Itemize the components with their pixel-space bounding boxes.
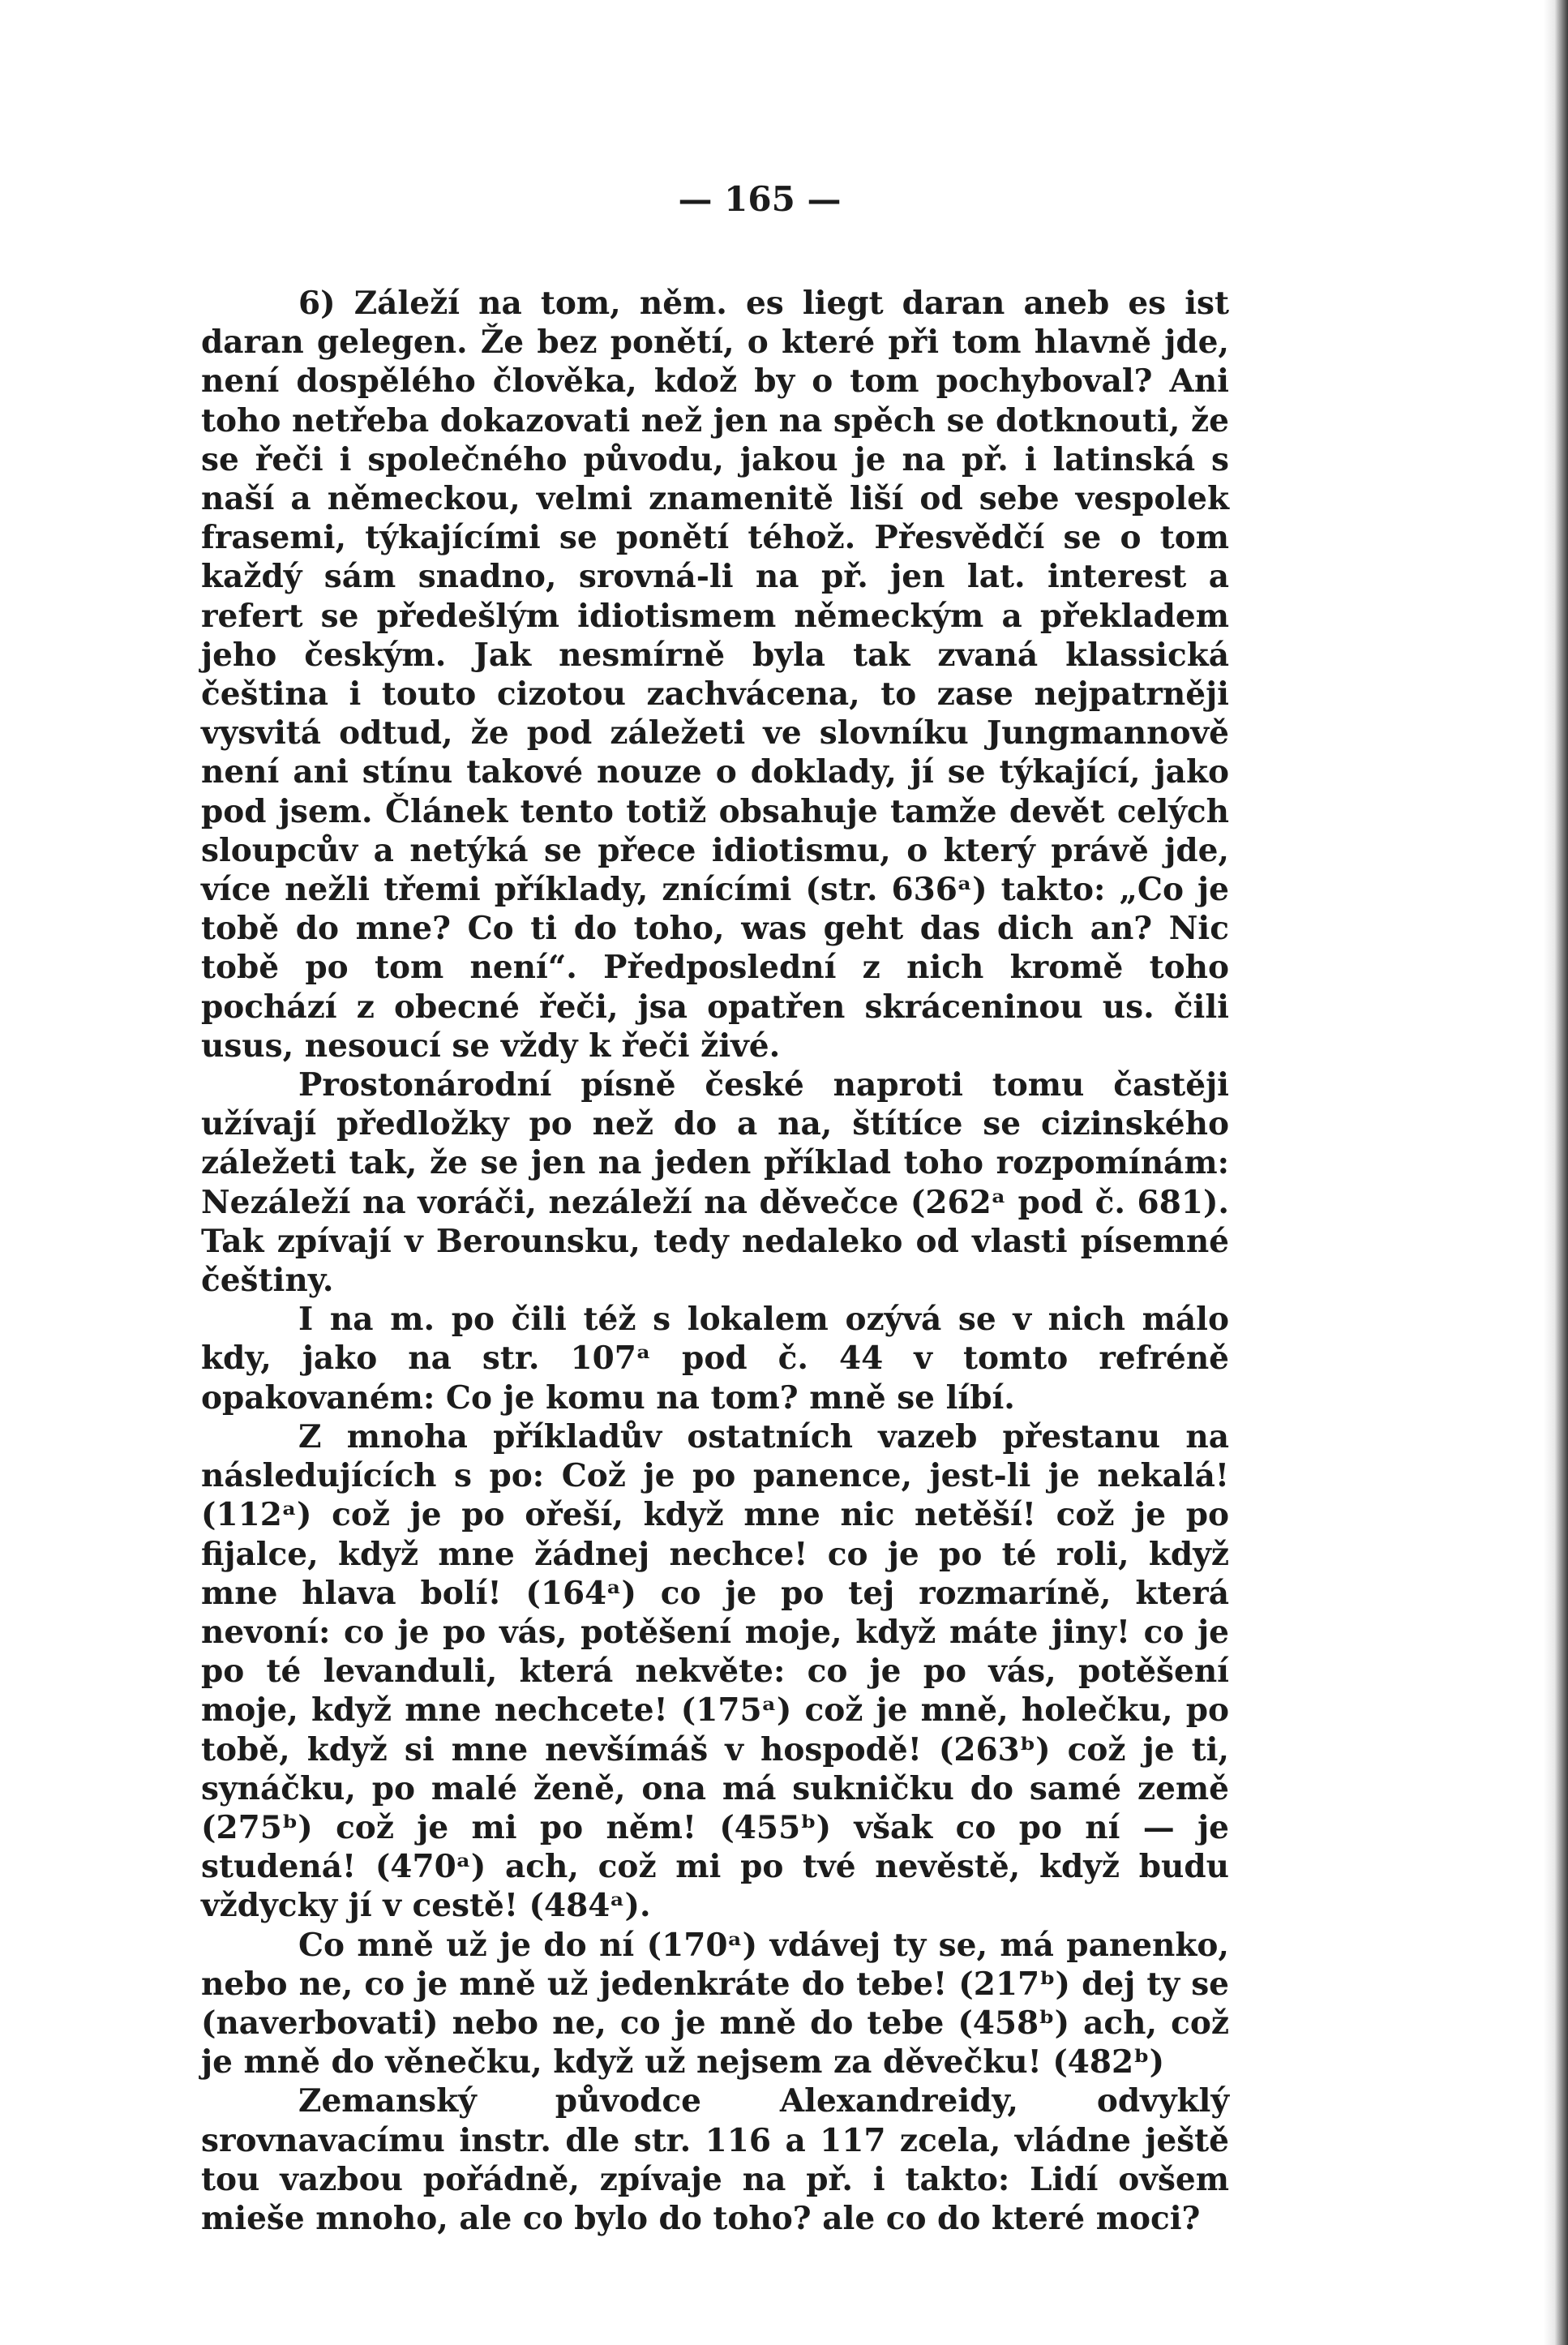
- page-number: — 165 —: [678, 179, 842, 219]
- paragraph-1: 6) Záleží na tom, něm. es liegt daran aneb es ist daran gelegen. Že bez ponětí, o které při tom hlavně jde, není dospělého člověka, kdož by o tom pochyboval? Ani toho netřeba dokazovati než jen na spěch se dotknouti, že se řeči i společného původu, jakou je na př. i latinská s naší a německou, velmi znamenitě liší od sebe vespolek frasemi, týkajícími se ponětí téhož. Přesvědčí se o tom každý sám snadno, srovná-li na př. jen lat. interest a refert se předešlým idiotismem německým a překladem jeho českým. Jak nesmírně byla tak zvaná klassická čeština i touto cizotou zachvácena, to zase nejpatrněji vysvitá odtud, že pod záležeti ve slovníku Jungmannově není ani stínu takové nouze o doklady, jí se týkající, jako pod jsem. Článek tento totiž obsahuje tamže devět celých sloupcův a netýká se přece idiotismu, o který právě jde, více nežli třemi příklady, znícími (str. 636ᵃ) takto: „Co je tobě do mne? Co ti do toho, was geht das dich an? Nic tobě po tom není“. Předposlední z nich kromě toho pochází z obecné řeči, jsa opatřen skráceninou us. čili usus, nesoucí se vždy k řeči živé.: [201, 285, 1229, 1065]
- paragraph-5: Co mně už je do ní (170ᵃ) vdávej ty se, má panenko, nebo ne, co je mně už jedenkráte do tebe! (217ᵇ) dej ty se (naverbovati) nebo ne, co je mně do tebe (458ᵇ) ach, což je mně do věnečku, když už nejsem za děvečku! (482ᵇ): [201, 1926, 1229, 2081]
- paragraph-3: I na m. po čili též s lokalem ozývá se v nich málo kdy, jako na str. 107ᵃ pod č. 44 v tomto refréně opakovaném: Co je komu na tom? mně se líbí.: [201, 1301, 1229, 1417]
- paragraph-6: Zemanský původce Alexandreidy, odvyklý srovnavacímu instr. dle str. 116 a 117 zcela, vládne ještě tou vazbou pořádně, zpívaje na př. i takto: Lidí ovšem mieše mnoho, ale co bylo do toho? ale co do které moci?: [201, 2082, 1229, 2237]
- paragraph-2: Prostonárodní písně české naproti tomu častěji užívají předložky po než do a na, štítíce se cizinského záležeti tak, že se jen na jeden příklad toho rozpomínám: Nezáleží na voráči, nezáleží na děvečce (262ᵃ pod č. 681). Tak zpívají v Berounsku, tedy nedaleko od vlasti písemné češtiny.: [201, 1066, 1229, 1300]
- paragraph-4: Z mnoha příkladův ostatních vazeb přestanu na následujících s po: Což je po panence, jest-li je nekalá! (112ᵃ) což je po ořeší, když mne nic netěší! což je po fijalce, když mne žádnej nechce! co je po té roli, když mne hlava bolí! (164ᵃ) co je po tej rozmaríně, která nevoní: co je po vás, potěšení moje, když máte jiny! co je po té levanduli, která nekvěte: co je po vás, potěšení moje, když mne nechcete! (175ᵃ) což je mně, holečku, po tobě, když si mne nevšímáš v hospodě! (263ᵇ) což je ti, synáčku, po malé ženě, ona má sukničku do samé země (275ᵇ) což je mi po něm! (455ᵇ) však co po ní — je studená! (470ᵃ) ach, což mi po tvé nevěstě, když budu vždycky jí v cestě! (484ᵃ).: [201, 1417, 1229, 1925]
- scan-page-edge: [1544, 0, 1568, 2345]
- book-page: [201, 180, 1229, 2238]
